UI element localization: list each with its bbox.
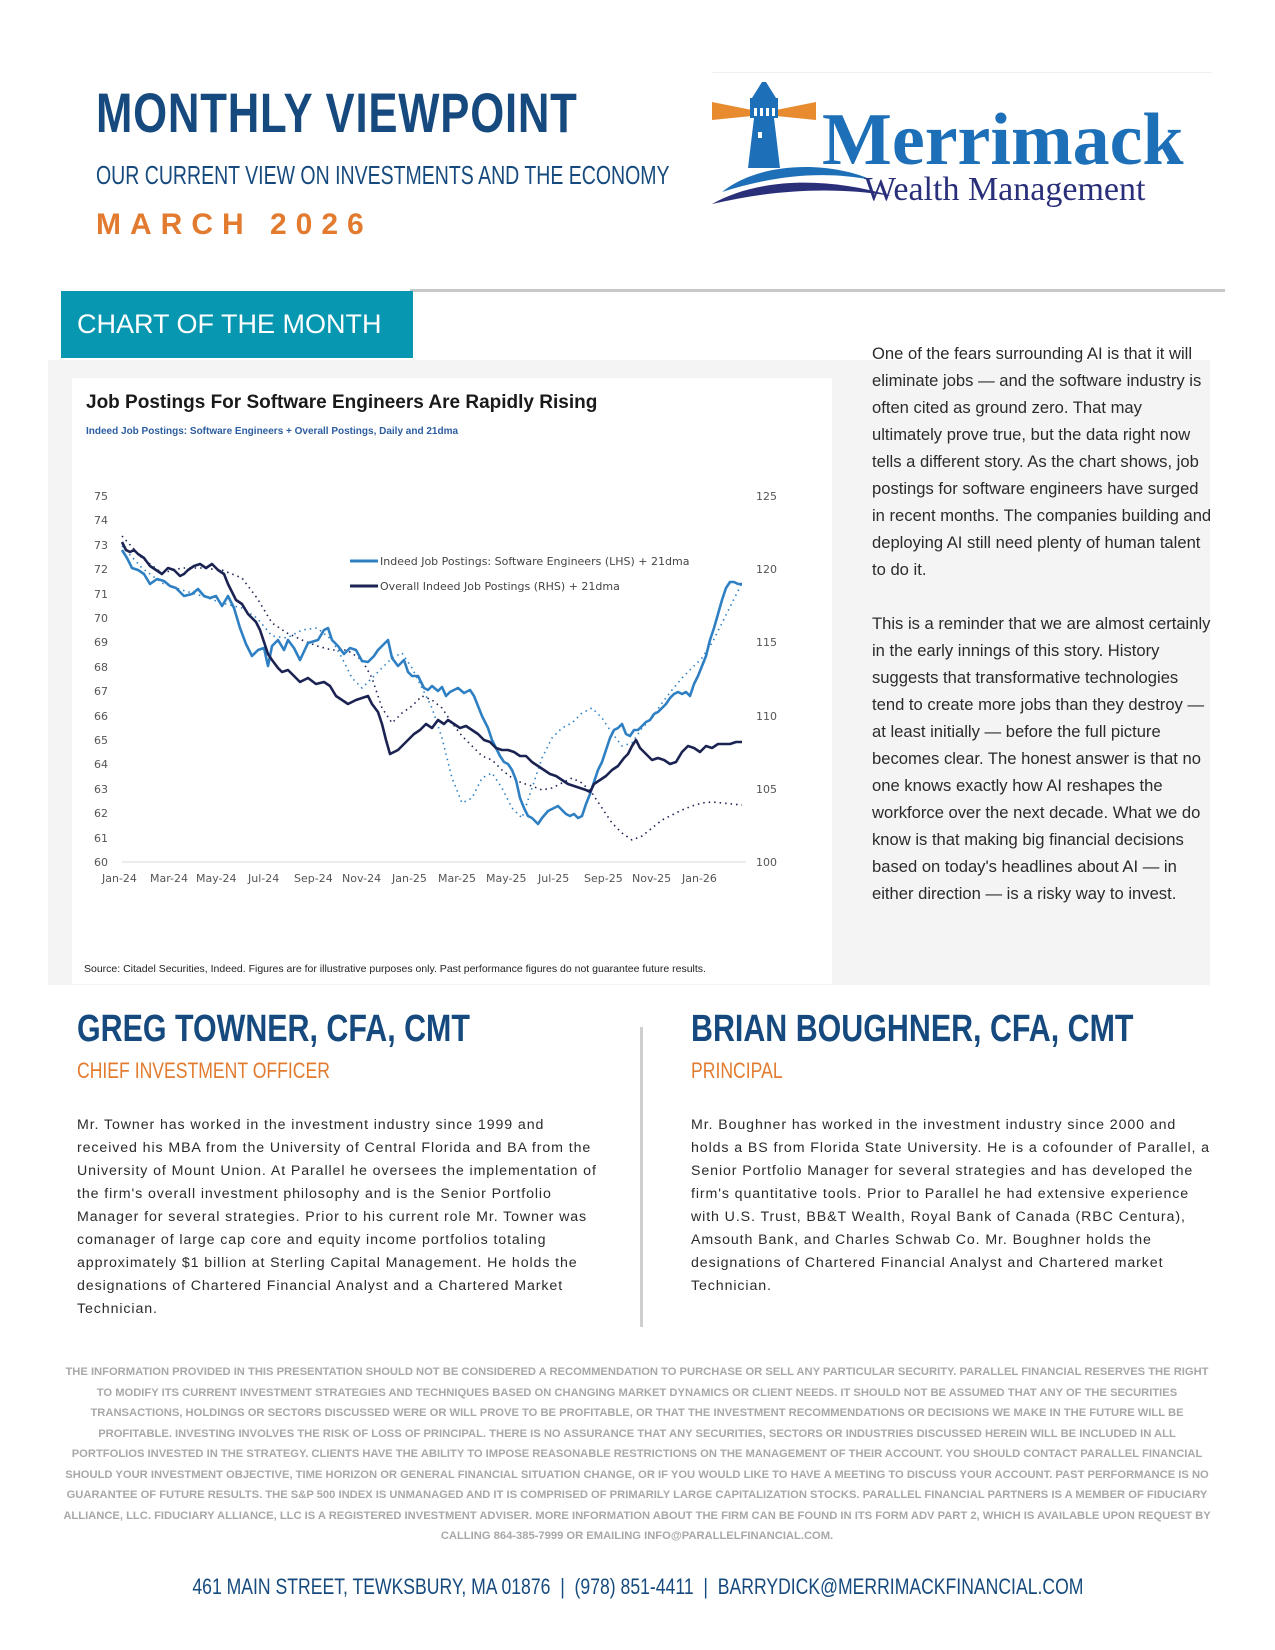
chart-subtitle: Indeed Job Postings: Software Engineers + Overall Postings, Daily and 21dma bbox=[86, 426, 459, 437]
svg-text:Indeed Job Postings: Software: Indeed Job Postings: Software Engineers (LHS) + 21dma bbox=[380, 555, 690, 568]
footer-separator: | bbox=[559, 1574, 565, 1599]
svg-text:Jul-25: Jul-25 bbox=[538, 872, 570, 885]
svg-text:Mar-25: Mar-25 bbox=[438, 872, 477, 885]
svg-text:61: 61 bbox=[94, 832, 108, 845]
issue-date: MARCH 2026 bbox=[96, 208, 373, 241]
svg-text:Overall Indeed Job Postings (R: Overall Indeed Job Postings (RHS) + 21dma bbox=[380, 580, 620, 593]
svg-text:Mar-24: Mar-24 bbox=[150, 872, 189, 885]
section-rule bbox=[410, 289, 1225, 292]
svg-text:63: 63 bbox=[94, 783, 108, 796]
bio-name: GREG TOWNER, CFA, CMT bbox=[77, 1008, 470, 1050]
svg-text:62: 62 bbox=[94, 807, 108, 820]
svg-text:Nov-25: Nov-25 bbox=[632, 872, 672, 885]
svg-text:73: 73 bbox=[94, 539, 108, 552]
bio-text: Mr. Towner has worked in the investment industry since 1999 and received his MBA from the University of Central Florida and BA from the University of Mount Union. At Parallel he oversees the implementation of the firm's overall investment philosophy and is the Senior Portfolio Manager for several strategies. Prior to his current role Mr. Towner was comanager of large cap core and equity income portfolios totaling approximately $1 billion at Sterling Capital Management. He holds the designations of Chartered Financial Analyst and a Chartered Market Technician. bbox=[77, 1117, 597, 1317]
svg-text:Sep-25: Sep-25 bbox=[584, 872, 623, 885]
bio-name: BRIAN BOUGHNER, CFA, CMT bbox=[691, 1008, 1134, 1050]
bio-greg-towner bbox=[77, 1008, 597, 1321]
svg-text:115: 115 bbox=[756, 636, 777, 649]
logo-wordmark: Merrimack bbox=[822, 99, 1184, 181]
svg-text:67: 67 bbox=[94, 685, 108, 698]
chart-title: Job Postings For Software Engineers Are Rapidly Rising bbox=[86, 392, 598, 413]
x-axis bbox=[101, 872, 717, 885]
svg-text:Jan-24: Jan-24 bbox=[102, 872, 137, 885]
svg-text:100: 100 bbox=[756, 856, 777, 869]
svg-text:69: 69 bbox=[94, 636, 108, 649]
svg-text:Jan-26: Jan-26 bbox=[682, 872, 717, 885]
chart-legend bbox=[350, 555, 689, 593]
contact-footer bbox=[0, 1574, 1275, 1600]
svg-text:68: 68 bbox=[94, 661, 108, 674]
right-axis bbox=[756, 490, 777, 869]
svg-text:72: 72 bbox=[94, 563, 108, 576]
footer-address: 461 MAIN STREET, TEWKSBURY, MA 01876 bbox=[191, 1574, 550, 1599]
chart-card bbox=[72, 378, 832, 984]
footer-email[interactable]: BARRYDICK@MERRIMACKFINANCIAL.COM bbox=[717, 1574, 1084, 1599]
bio-brian-boughner bbox=[691, 1008, 1211, 1298]
svg-text:70: 70 bbox=[94, 612, 108, 625]
section-label: CHART OF THE MONTH bbox=[61, 291, 413, 358]
svg-text:120: 120 bbox=[756, 563, 777, 576]
legal-disclaimer: THE INFORMATION PROVIDED IN THIS PRESENTATION SHOULD NOT BE CONSIDERED A RECOMMENDATION TO PURCHASE OR SELL ANY PARTICULAR SECURITY. PARALLEL FINANCIAL RESERVES THE RIGHT TO MODIFY ITS CURRENT INVESTMENT STRATEGIES AND TECHNIQUES BASED ON CHANGING MARKET DYNAMICS OR CLIENT NEEDS. IT SHOULD NOT BE ASSUMED THAT ANY OF THE SECURITIES TRANSACTIONS, HOLDINGS OR SECTORS DISCUSSED WERE OR WILL PROVE TO BE PROFITABLE, OR THAT THE INVESTMENT RECOMMENDATIONS OR DECISIONS WE MAKE IN THE FUTURE WILL BE PROFITABLE. INVESTING INVOLVES THE RISK OF LOSS OF PRINCIPAL. THERE IS NO ASSURANCE THAT ANY SECURITIES, SECTORS OR INDUSTRIES DISCUSSED HEREIN WILL BE INCLUDED IN ALL PORTFOLIOS INVESTED IN THE STRATEGY. CLIENTS HAVE THE ABILITY TO IMPOSE REASONABLE RESTRICTIONS ON THE MANAGEMENT OF THEIR ACCOUNT. YOU SHOULD CONTACT PARALLEL FINANCIAL SHOULD YOUR INVESTMENT OBJECTIVE, TIME HORIZON OR GENERAL FINANCIAL SITUATION CHANGE, OR IF YOU WOULD LIKE TO HAVE A MEETING TO DISCUSS YOUR ACCOUNT. PAST PERFORMANCE IS NO GUARANTEE OF FUTURE RESULTS. THE S&P 500 INDEX IS UNMANAGED AND IT IS COMPRISED OF PRIMARILY LARGE CAPITALIZATION STOCKS. PARALLEL FINANCIAL PARTNERS IS A MEMBER OF FIDUCIARY ALLIANCE, LLC. FIDUCIARY ALLIANCE, LLC IS A REGISTERED INVESTMENT ADVISER. MORE INFORMATION ABOUT THE FIRM CAN BE FOUND IN ITS FORM ADV PART 2, WHICH IS AVAILABLE UPON REQUEST BY CALLING 864-385-7999 OR EMAILING INFO@PARALLELFINANCIAL.COM. bbox=[63, 1366, 1211, 1542]
svg-text:105: 105 bbox=[756, 783, 777, 796]
logo-tagline: Wealth Management bbox=[864, 171, 1146, 208]
bio-role: PRINCIPAL bbox=[691, 1058, 783, 1083]
svg-text:66: 66 bbox=[94, 710, 108, 723]
commentary-paragraph-1: One of the fears surrounding AI is that it will eliminate jobs — and the software industry is often cited as ground zero. That may ultimately prove true, but the data right now tells a different story. As the chart shows, job postings for software engineers have surged in recent months. The companies building and deploying AI still need plenty of human talent to do it. bbox=[872, 344, 1212, 579]
svg-text:Jul-24: Jul-24 bbox=[248, 872, 280, 885]
svg-text:125: 125 bbox=[756, 490, 777, 503]
svg-text:65: 65 bbox=[94, 734, 108, 747]
line-chart bbox=[72, 378, 832, 958]
bio-role: CHIEF INVESTMENT OFFICER bbox=[77, 1058, 330, 1083]
footer-phone[interactable]: (978) 851-4411 bbox=[574, 1574, 694, 1599]
commentary bbox=[872, 340, 1212, 934]
svg-text:64: 64 bbox=[94, 758, 108, 771]
left-axis bbox=[94, 490, 108, 869]
chart-source: Source: Citadel Securities, Indeed. Figures are for illustrative purposes only. Past performance figures do not guarantee future results. bbox=[84, 963, 706, 975]
commentary-paragraph-2: This is a reminder that we are almost certainly in the early innings of this story. History suggests that transformative technologies tend to create more jobs than they destroy — at least initially — before the full picture becomes clear. The honest answer is that no one knows exactly how AI reshapes the workforce over the next decade. What we do know is that making big financial decisions based on today's headlines about AI — in either direction — is a risky way to invest. bbox=[872, 614, 1211, 903]
svg-text:75: 75 bbox=[94, 490, 108, 503]
svg-text:60: 60 bbox=[94, 856, 108, 869]
company-logo bbox=[712, 72, 1212, 212]
svg-text:Nov-24: Nov-24 bbox=[342, 872, 382, 885]
svg-text:74: 74 bbox=[94, 514, 108, 527]
svg-text:Jan-25: Jan-25 bbox=[392, 872, 427, 885]
bio-text: Mr. Boughner has worked in the investment industry since 2000 and holds a BS from Florida State University. He is a cofounder of Parallel, a Senior Portfolio Manager for several strategies and has developed the firm's quantitative tools. Prior to Parallel he had extensive experience with U.S. Trust, BB&T Wealth, Royal Bank of Canada (RBC Centura), Amsouth Bank, and Charles Schwab Co. Mr. Boughner holds the designations of Chartered Financial Analyst and Chartered market Technician. bbox=[691, 1117, 1210, 1294]
page-title: MONTHLY VIEWPOINT bbox=[96, 81, 578, 144]
svg-text:110: 110 bbox=[756, 710, 777, 723]
svg-text:May-25: May-25 bbox=[486, 872, 527, 885]
page-subtitle: OUR CURRENT VIEW ON INVESTMENTS AND THE ECONOMY bbox=[96, 160, 670, 190]
svg-text:71: 71 bbox=[94, 588, 108, 601]
svg-text:May-24: May-24 bbox=[196, 872, 237, 885]
svg-text:Sep-24: Sep-24 bbox=[294, 872, 333, 885]
bio-divider bbox=[640, 1027, 643, 1327]
footer-separator: | bbox=[702, 1574, 708, 1599]
